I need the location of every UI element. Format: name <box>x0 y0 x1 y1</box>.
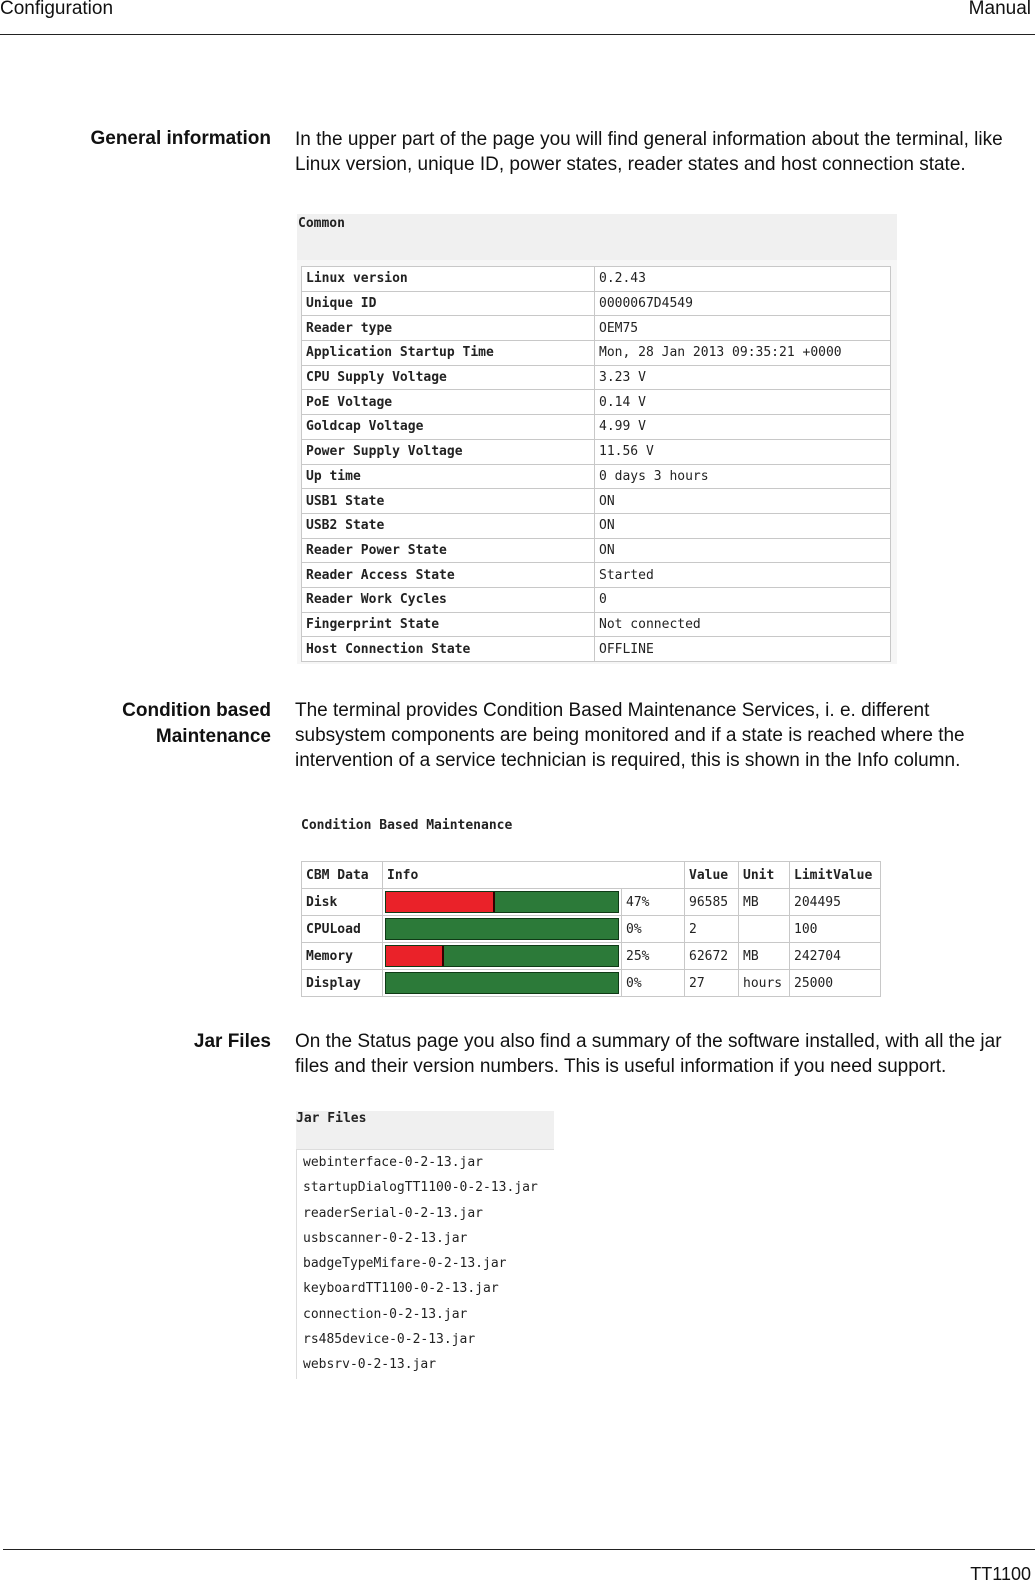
common-row <box>302 341 891 366</box>
common-row-key: Reader Power State <box>302 538 595 563</box>
cbm-row-limit: 204495 <box>790 889 881 916</box>
common-table <box>301 266 891 662</box>
header-chapter: Configuration <box>0 0 114 19</box>
common-row <box>302 563 891 588</box>
jar-files-list <box>296 1150 538 1379</box>
section-label-general: General information <box>90 128 271 149</box>
jar-files-title: Jar Files <box>296 1111 367 1126</box>
common-row-key: Up time <box>302 464 595 489</box>
cbm-row-value: 96585 <box>685 889 739 916</box>
common-row-value: 0.14 V <box>595 390 891 415</box>
jar-file-item: websrv-0-2-13.jar <box>303 1357 437 1373</box>
common-row <box>302 316 891 341</box>
common-row <box>302 267 891 292</box>
common-row-value: OEM75 <box>595 316 891 341</box>
common-row-value: Mon, 28 Jan 2013 09:35:21 +0000 <box>595 341 891 366</box>
common-row-key: USB2 State <box>302 513 595 538</box>
common-row <box>302 439 891 464</box>
jar-files-panel-header <box>296 1111 554 1150</box>
section-text-cbm: The terminal provides Condition Based Maintenance Services, i. e. different subsystem components are being monitored and if a state is reached where the intervention of a service technician is required, this is shown in the Info column. <box>295 700 965 771</box>
cbm-row-percent: 47% <box>622 889 685 916</box>
section-label-cbm-line1: Condition based <box>122 700 271 721</box>
common-row-key: Linux version <box>302 267 595 292</box>
common-row <box>302 390 891 415</box>
common-row <box>302 538 891 563</box>
common-row-value: ON <box>595 513 891 538</box>
common-row <box>302 637 891 662</box>
usage-bar <box>385 945 619 967</box>
cbm-row-value: 27 <box>685 970 739 997</box>
cbm-row-percent: 0% <box>622 916 685 943</box>
common-row-key: Fingerprint State <box>302 612 595 637</box>
header-doc-type: Manual <box>968 0 1031 19</box>
jar-file-item: usbscanner-0-2-13.jar <box>303 1230 468 1246</box>
common-row <box>302 612 891 637</box>
cbm-row-disk <box>302 889 881 916</box>
common-row-value: ON <box>595 489 891 514</box>
cbm-row-info <box>383 943 622 970</box>
common-row-value: Started <box>595 563 891 588</box>
page-footer <box>3 1549 1035 1584</box>
jar-file-item: badgeTypeMifare-0-2-13.jar <box>303 1256 507 1272</box>
common-row-value: 0000067D4549 <box>595 291 891 316</box>
common-panel-title: Common <box>298 216 345 231</box>
footer-product: TT1100 <box>970 1564 1031 1584</box>
cbm-row-name: CPULoad <box>302 916 383 943</box>
common-panel <box>297 214 897 664</box>
cbm-row-name: Display <box>302 970 383 997</box>
cbm-row-value: 2 <box>685 916 739 943</box>
cbm-row-percent: 25% <box>622 943 685 970</box>
jar-file-item: connection-0-2-13.jar <box>303 1306 468 1322</box>
cbm-row-value: 62672 <box>685 943 739 970</box>
cbm-row-info <box>383 916 622 943</box>
common-row <box>302 587 891 612</box>
common-row-key: Host Connection State <box>302 637 595 662</box>
cbm-table <box>301 861 881 997</box>
common-row <box>302 464 891 489</box>
cbm-row-unit: MB <box>739 889 790 916</box>
common-row-key: USB1 State <box>302 489 595 514</box>
jar-file-item: readerSerial-0-2-13.jar <box>303 1205 484 1221</box>
common-row-value: Not connected <box>595 612 891 637</box>
cbm-row-memory <box>302 943 881 970</box>
cbm-row-limit: 242704 <box>790 943 881 970</box>
cbm-row-name: Memory <box>302 943 383 970</box>
common-row <box>302 415 891 440</box>
cbm-row-cpuload <box>302 916 881 943</box>
section-label-cbm-line2: Maintenance <box>155 726 271 747</box>
cbm-row-limit: 100 <box>790 916 881 943</box>
common-row-value: 3.23 V <box>595 365 891 390</box>
cbm-row-info <box>383 889 622 916</box>
cbm-row-unit <box>739 916 790 943</box>
cbm-row-name: Disk <box>302 889 383 916</box>
common-row-key: Reader Access State <box>302 563 595 588</box>
common-row <box>302 513 891 538</box>
common-row-key: Goldcap Voltage <box>302 415 595 440</box>
common-row-key: Power Supply Voltage <box>302 439 595 464</box>
common-row-value: 0.2.43 <box>595 267 891 292</box>
common-row-key: Reader type <box>302 316 595 341</box>
common-row-key: Unique ID <box>302 291 595 316</box>
usage-bar <box>385 891 619 913</box>
cbm-header-data: CBM Data <box>302 862 383 889</box>
section-text-jar: On the Status page you also find a summary of the software installed, with all the jar files and their version numbers. This is useful information if you need support. <box>295 1031 1002 1077</box>
jar-file-item: startupDialogTT1100-0-2-13.jar <box>303 1180 538 1196</box>
common-panel-header <box>297 214 897 260</box>
common-row-value: 0 days 3 hours <box>595 464 891 489</box>
jar-file-item: rs485device-0-2-13.jar <box>303 1332 476 1348</box>
cbm-row-unit: MB <box>739 943 790 970</box>
cbm-row-info <box>383 970 622 997</box>
common-row <box>302 291 891 316</box>
common-row-value: 11.56 V <box>595 439 891 464</box>
cbm-header-row <box>302 862 881 889</box>
section-label-cbm <box>51 698 271 750</box>
cbm-row-display <box>302 970 881 997</box>
usage-bar-used <box>386 892 495 912</box>
section-label-jar: Jar Files <box>193 1031 271 1052</box>
cbm-panel-title: Condition Based Maintenance <box>301 818 513 833</box>
common-row-value: 0 <box>595 587 891 612</box>
cbm-header-limit: LimitValue <box>790 862 881 889</box>
usage-bar-used <box>386 946 444 966</box>
common-row-value: 4.99 V <box>595 415 891 440</box>
common-row-key: Application Startup Time <box>302 341 595 366</box>
cbm-header-value: Value <box>685 862 739 889</box>
common-row-value: ON <box>595 538 891 563</box>
jar-file-item: keyboardTT1100-0-2-13.jar <box>303 1281 499 1297</box>
section-text-general: In the upper part of the page you will find general information about the terminal, like Linux version, unique ID, power states, reader states and host connection state. <box>295 129 1003 175</box>
cbm-header-unit: Unit <box>739 862 790 889</box>
page-header <box>0 0 1035 35</box>
common-row-key: Reader Work Cycles <box>302 587 595 612</box>
common-row-value: OFFLINE <box>595 637 891 662</box>
usage-bar <box>385 972 619 994</box>
cbm-header-info: Info <box>383 862 685 889</box>
cbm-row-limit: 25000 <box>790 970 881 997</box>
cbm-row-unit: hours <box>739 970 790 997</box>
usage-bar <box>385 918 619 940</box>
common-row-key: PoE Voltage <box>302 390 595 415</box>
cbm-row-percent: 0% <box>622 970 685 997</box>
jar-files-panel <box>296 1111 554 1379</box>
common-row <box>302 489 891 514</box>
jar-file-item: webinterface-0-2-13.jar <box>303 1155 484 1170</box>
common-row-key: CPU Supply Voltage <box>302 365 595 390</box>
common-row <box>302 365 891 390</box>
